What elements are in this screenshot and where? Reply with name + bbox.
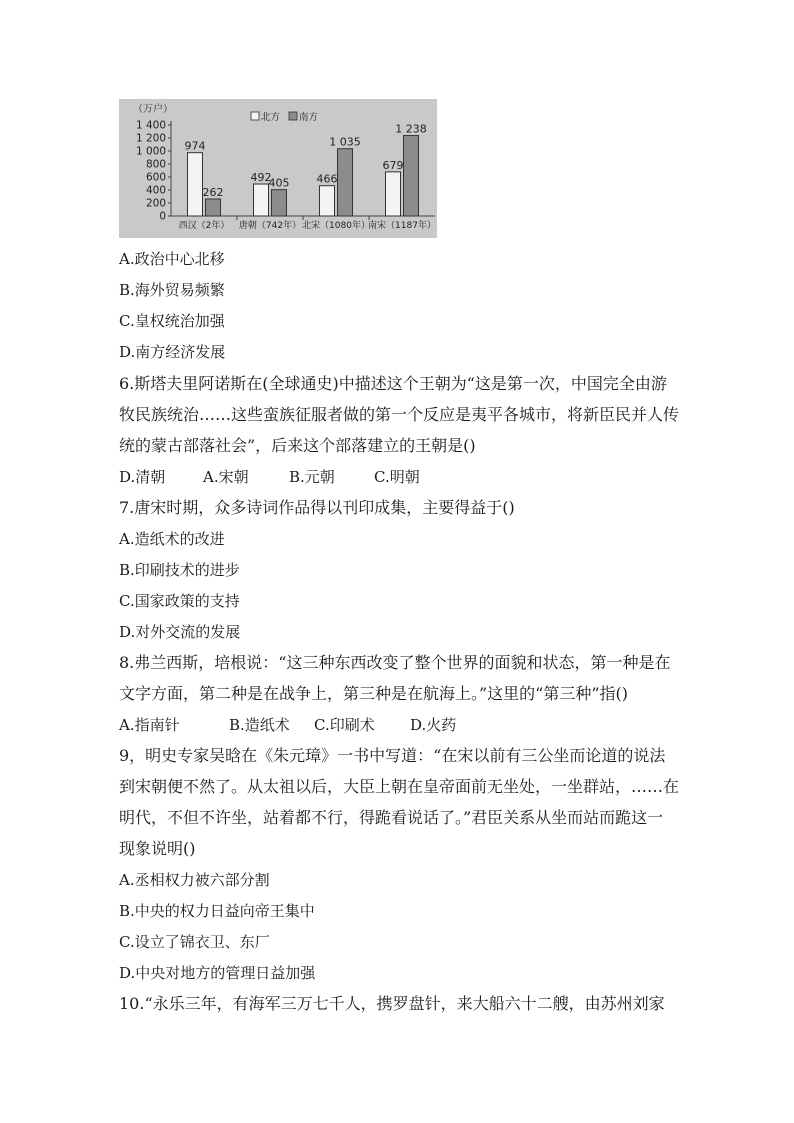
bar-value-label: 974 <box>184 139 206 153</box>
q6-option: C.明朝 <box>374 468 420 486</box>
q10-stem-line-1: 10.“永乐三年，有海军三万七千人，携罗盘针，来大船六十二艘，由苏州刘家 <box>119 994 665 1013</box>
bar-value-label: 492 <box>250 171 272 185</box>
x-category-label: 西汉（2年） <box>178 221 230 231</box>
q6-options <box>119 467 420 487</box>
q8-option: A.指南针 <box>119 716 180 734</box>
x-category-label: 北宋（1080年） <box>302 221 370 231</box>
x-category-label: 南宋（1187年） <box>368 221 436 231</box>
bar-south <box>404 136 419 216</box>
bar-value-label: 679 <box>382 158 404 172</box>
q8-stem-line-1: 8.弗兰西斯，培根说：“这三种东西改变了整个世界的面貌和状态，第一种是在 <box>119 653 671 672</box>
q7-stem: 7.唐宋时期，众多诗词作品得以刊印成集，主要得益于() <box>119 498 515 517</box>
q5-option-b: B.海外贸易频繁 <box>119 281 225 299</box>
bar-value-label: 1 238 <box>395 122 427 136</box>
q8-option: D.火药 <box>410 716 457 734</box>
q6-option: B.元朝 <box>289 468 335 486</box>
legend-swatch <box>251 112 259 120</box>
q7-option-d: D.对外交流的发展 <box>119 623 241 641</box>
bar-value-label: 1 035 <box>329 135 361 149</box>
q8-stem-line-2: 文字方面，第二种是在战争上，第三种是在航海上。”这里的“第三种”指() <box>119 684 629 703</box>
y-tick-label: 1 400 <box>135 119 166 132</box>
y-tick-label: 400 <box>145 184 166 197</box>
bar-north <box>320 186 335 216</box>
bar-value-label: 405 <box>268 176 290 190</box>
y-tick-label: 1 000 <box>135 145 166 158</box>
q9-stem-line-1: 9，明史专家吴晗在《朱元璋》一书中写道：“在宋以前有三公坐而论道的说法 <box>119 746 666 765</box>
x-category-label: 唐朝（742年） <box>238 221 302 231</box>
bar-north <box>254 184 269 216</box>
q9-stem-line-2: 到宋朝便不然了。从太祖以后，大臣上朝在皇帝面前无坐处，一坐群站，……在 <box>119 777 680 796</box>
q9-option-a: A.丞相权力被六部分割 <box>119 871 270 889</box>
q7-option-b: B.印刷技术的进步 <box>119 561 240 579</box>
q6-stem-line-3: 统的蒙古部落社会”，后来这个部落建立的王朝是() <box>119 436 476 455</box>
q9-option-c: C.设立了锦衣卫、东厂 <box>119 933 270 951</box>
q6-option: A.宋朝 <box>203 468 249 486</box>
q5-option-a: A.政治中心北移 <box>119 250 225 268</box>
q5-option-c: C.皇权统治加强 <box>119 312 225 330</box>
chart-svg <box>119 99 437 238</box>
q6-stem-line-2: 牧民族统治……这些蛮族征服者做的第一个反应是夷平各城市，将新臣民并人传 <box>119 405 680 424</box>
bar-north <box>386 172 401 216</box>
bar-north <box>188 153 203 216</box>
bar-south <box>338 149 353 216</box>
q7-option-c: C.国家政策的支持 <box>119 592 240 610</box>
q8-option: C.印刷术 <box>314 716 375 734</box>
bar-value-label: 466 <box>316 172 338 186</box>
q9-stem-line-4: 现象说明() <box>119 839 196 858</box>
q9-option-b: B.中央的权力日益向帝王集中 <box>119 902 315 920</box>
y-tick-label: 200 <box>145 197 166 210</box>
bar-south <box>206 199 221 216</box>
chart-unit-label: （万户） <box>133 104 173 115</box>
legend-label: 北方 <box>261 112 281 123</box>
y-tick-label: 0 <box>159 210 166 223</box>
q9-option-d: D.中央对地方的管理日益加强 <box>119 964 316 982</box>
q8-option: B.造纸术 <box>229 716 290 734</box>
y-tick-label: 1 200 <box>135 132 166 145</box>
q6-option: D.清朝 <box>119 468 166 486</box>
bar-value-label: 262 <box>202 185 224 199</box>
q6-stem-line-1: 6.斯塔夫里阿诺斯在(全球通史)中描述这个王朝为“这是第一次，中国完全由游 <box>119 374 667 393</box>
legend-swatch <box>289 112 297 120</box>
q7-option-a: A.造纸术的改进 <box>119 530 225 548</box>
legend-label: 南方 <box>299 112 319 123</box>
q8-options <box>119 715 456 735</box>
q5-option-d: D.南方经济发展 <box>119 343 226 361</box>
household-bar-chart <box>119 99 437 238</box>
y-tick-label: 800 <box>145 158 166 171</box>
bar-south <box>272 190 287 216</box>
y-tick-label: 600 <box>145 171 166 184</box>
q9-stem-line-3: 明代，不但不许坐，站着都不行，得跪看说话了。”君臣关系从坐而站而跪这一 <box>119 808 664 827</box>
